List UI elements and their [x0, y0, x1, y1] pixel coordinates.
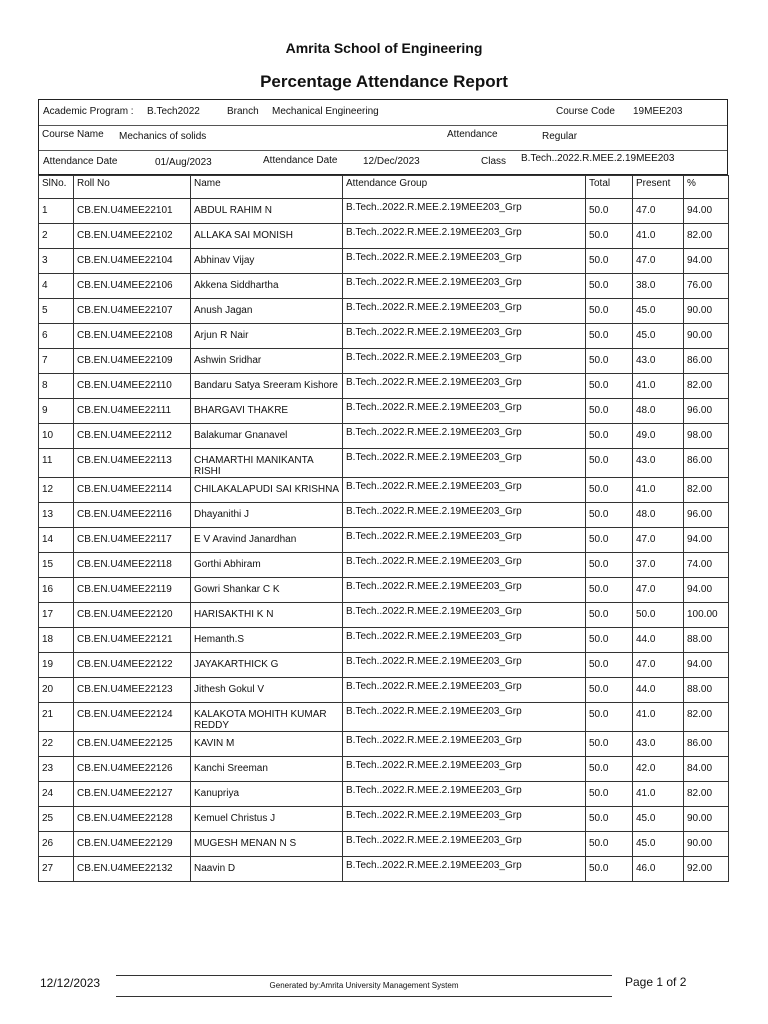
cell-name: Balakumar Gnanavel	[191, 424, 343, 449]
cell-present: 47.0	[633, 249, 684, 274]
cell-attendance-group: B.Tech..2022.R.MEE.2.19MEE203_Grp	[343, 628, 586, 653]
cell-present: 44.0	[633, 678, 684, 703]
class-label: Class	[481, 156, 507, 167]
cell-roll-no: CB.EN.U4MEE22127	[74, 782, 191, 807]
cell-roll-no: CB.EN.U4MEE22128	[74, 807, 191, 832]
cell-slno: 16	[39, 578, 74, 603]
cell-present: 41.0	[633, 224, 684, 249]
cell-present: 45.0	[633, 832, 684, 857]
col-percent: %	[684, 176, 729, 199]
cell-percent: 88.00	[684, 678, 729, 703]
cell-attendance-group: B.Tech..2022.R.MEE.2.19MEE203_Grp	[343, 424, 586, 449]
cell-slno: 1	[39, 199, 74, 224]
cell-slno: 11	[39, 449, 74, 478]
table-row	[39, 628, 729, 653]
cell-total: 50.0	[586, 782, 633, 807]
cell-total: 50.0	[586, 553, 633, 578]
cell-attendance-group: B.Tech..2022.R.MEE.2.19MEE203_Grp	[343, 732, 586, 757]
school-name: Amrita School of Engineering	[285, 40, 483, 56]
cell-percent: 94.00	[684, 578, 729, 603]
table-row	[39, 857, 729, 882]
course-info-box	[38, 99, 728, 175]
to-date-value: 12/Dec/2023	[363, 156, 420, 167]
cell-present: 49.0	[633, 424, 684, 449]
cell-present: 37.0	[633, 553, 684, 578]
cell-attendance-group: B.Tech..2022.R.MEE.2.19MEE203_Grp	[343, 528, 586, 553]
cell-percent: 90.00	[684, 832, 729, 857]
cell-present: 45.0	[633, 807, 684, 832]
table-row	[39, 374, 729, 399]
table-row	[39, 832, 729, 857]
cell-slno: 18	[39, 628, 74, 653]
from-date-value: 01/Aug/2023	[155, 157, 212, 168]
cell-attendance-group: B.Tech..2022.R.MEE.2.19MEE203_Grp	[343, 349, 586, 374]
attendance-table	[38, 175, 729, 882]
cell-name: Naavin D	[191, 857, 343, 882]
cell-percent: 92.00	[684, 857, 729, 882]
cell-slno: 14	[39, 528, 74, 553]
table-row	[39, 678, 729, 703]
cell-name: JAYAKARTHICK G	[191, 653, 343, 678]
cell-total: 50.0	[586, 732, 633, 757]
footer-generated-by: Generated by:Amrita University Management System	[269, 981, 459, 990]
cell-slno: 20	[39, 678, 74, 703]
cell-slno: 9	[39, 399, 74, 424]
cell-percent: 98.00	[684, 424, 729, 449]
cell-name: CHAMARTHI MANIKANTA RISHI	[191, 449, 343, 478]
course-name-value: Mechanics of solids	[119, 131, 207, 142]
cell-slno: 13	[39, 503, 74, 528]
col-total: Total	[586, 176, 633, 199]
cell-present: 48.0	[633, 503, 684, 528]
cell-attendance-group: B.Tech..2022.R.MEE.2.19MEE203_Grp	[343, 832, 586, 857]
cell-total: 50.0	[586, 857, 633, 882]
cell-total: 50.0	[586, 249, 633, 274]
cell-slno: 21	[39, 703, 74, 732]
cell-attendance-group: B.Tech..2022.R.MEE.2.19MEE203_Grp	[343, 503, 586, 528]
col-present: Present	[633, 176, 684, 199]
table-row	[39, 199, 729, 224]
cell-roll-no: CB.EN.U4MEE22132	[74, 857, 191, 882]
cell-total: 50.0	[586, 628, 633, 653]
cell-attendance-group: B.Tech..2022.R.MEE.2.19MEE203_Grp	[343, 374, 586, 399]
cell-roll-no: CB.EN.U4MEE22107	[74, 299, 191, 324]
table-row	[39, 653, 729, 678]
cell-slno: 6	[39, 324, 74, 349]
cell-present: 41.0	[633, 374, 684, 399]
cell-percent: 96.00	[684, 399, 729, 424]
cell-roll-no: CB.EN.U4MEE22102	[74, 224, 191, 249]
col-name: Name	[191, 176, 343, 199]
cell-attendance-group: B.Tech..2022.R.MEE.2.19MEE203_Grp	[343, 678, 586, 703]
cell-percent: 82.00	[684, 374, 729, 399]
cell-present: 47.0	[633, 653, 684, 678]
table-row	[39, 249, 729, 274]
cell-attendance-group: B.Tech..2022.R.MEE.2.19MEE203_Grp	[343, 553, 586, 578]
cell-percent: 100.00	[684, 603, 729, 628]
cell-slno: 8	[39, 374, 74, 399]
info-row-program	[39, 100, 727, 126]
cell-name: CHILAKALAPUDI SAI KRISHNA	[191, 478, 343, 503]
cell-present: 46.0	[633, 857, 684, 882]
footer-page-number: Page 1 of 2	[625, 975, 687, 989]
table-row	[39, 553, 729, 578]
cell-name: Ashwin Sridhar	[191, 349, 343, 374]
cell-percent: 90.00	[684, 324, 729, 349]
table-row	[39, 349, 729, 374]
table-row	[39, 449, 729, 478]
cell-attendance-group: B.Tech..2022.R.MEE.2.19MEE203_Grp	[343, 807, 586, 832]
cell-total: 50.0	[586, 703, 633, 732]
cell-total: 50.0	[586, 424, 633, 449]
cell-total: 50.0	[586, 199, 633, 224]
cell-percent: 94.00	[684, 653, 729, 678]
cell-attendance-group: B.Tech..2022.R.MEE.2.19MEE203_Grp	[343, 578, 586, 603]
cell-total: 50.0	[586, 399, 633, 424]
cell-total: 50.0	[586, 528, 633, 553]
col-roll-no: Roll No	[74, 176, 191, 199]
cell-total: 50.0	[586, 224, 633, 249]
cell-roll-no: CB.EN.U4MEE22118	[74, 553, 191, 578]
cell-name: ALLAKA SAI MONISH	[191, 224, 343, 249]
table-row	[39, 224, 729, 249]
cell-percent: 94.00	[684, 528, 729, 553]
table-row	[39, 324, 729, 349]
cell-roll-no: CB.EN.U4MEE22114	[74, 478, 191, 503]
cell-present: 41.0	[633, 703, 684, 732]
cell-total: 50.0	[586, 503, 633, 528]
table-row	[39, 732, 729, 757]
cell-percent: 94.00	[684, 249, 729, 274]
cell-percent: 96.00	[684, 503, 729, 528]
cell-percent: 88.00	[684, 628, 729, 653]
cell-slno: 22	[39, 732, 74, 757]
footer-divider	[116, 975, 612, 976]
branch-label: Branch	[227, 106, 259, 117]
cell-percent: 82.00	[684, 478, 729, 503]
program-label: Academic Program :	[43, 106, 134, 117]
cell-name: Abhinav Vijay	[191, 249, 343, 274]
cell-total: 50.0	[586, 449, 633, 478]
cell-total: 50.0	[586, 374, 633, 399]
cell-roll-no: CB.EN.U4MEE22101	[74, 199, 191, 224]
cell-present: 42.0	[633, 757, 684, 782]
cell-percent: 86.00	[684, 732, 729, 757]
cell-percent: 90.00	[684, 299, 729, 324]
cell-roll-no: CB.EN.U4MEE22125	[74, 732, 191, 757]
cell-name: Akkena Siddhartha	[191, 274, 343, 299]
cell-name: KAVIN M	[191, 732, 343, 757]
cell-present: 43.0	[633, 449, 684, 478]
cell-attendance-group: B.Tech..2022.R.MEE.2.19MEE203_Grp	[343, 782, 586, 807]
table-row	[39, 703, 729, 732]
cell-total: 50.0	[586, 807, 633, 832]
table-row	[39, 603, 729, 628]
table-row	[39, 503, 729, 528]
cell-percent: 82.00	[684, 782, 729, 807]
cell-attendance-group: B.Tech..2022.R.MEE.2.19MEE203_Grp	[343, 603, 586, 628]
cell-slno: 23	[39, 757, 74, 782]
cell-name: Gowri Shankar C K	[191, 578, 343, 603]
course-name-label: Course Name	[42, 129, 104, 140]
cell-roll-no: CB.EN.U4MEE22113	[74, 449, 191, 478]
cell-percent: 94.00	[684, 199, 729, 224]
table-row	[39, 528, 729, 553]
cell-slno: 3	[39, 249, 74, 274]
cell-slno: 7	[39, 349, 74, 374]
cell-roll-no: CB.EN.U4MEE22121	[74, 628, 191, 653]
cell-slno: 12	[39, 478, 74, 503]
cell-roll-no: CB.EN.U4MEE22124	[74, 703, 191, 732]
attendance-type-value: Regular	[542, 131, 578, 142]
course-code-value: 19MEE203	[633, 106, 683, 117]
table-row	[39, 424, 729, 449]
cell-attendance-group: B.Tech..2022.R.MEE.2.19MEE203_Grp	[343, 224, 586, 249]
cell-percent: 76.00	[684, 274, 729, 299]
cell-slno: 27	[39, 857, 74, 882]
cell-attendance-group: B.Tech..2022.R.MEE.2.19MEE203_Grp	[343, 653, 586, 678]
from-date-label: Attendance Date	[43, 156, 118, 167]
cell-name: Kanupriya	[191, 782, 343, 807]
cell-name: Hemanth.S	[191, 628, 343, 653]
cell-roll-no: CB.EN.U4MEE22122	[74, 653, 191, 678]
cell-name: Kemuel Christus J	[191, 807, 343, 832]
cell-present: 43.0	[633, 349, 684, 374]
cell-name: MUGESH MENAN N S	[191, 832, 343, 857]
cell-total: 50.0	[586, 324, 633, 349]
cell-roll-no: CB.EN.U4MEE22109	[74, 349, 191, 374]
cell-slno: 15	[39, 553, 74, 578]
footer-divider-bottom	[116, 996, 612, 997]
cell-percent: 82.00	[684, 224, 729, 249]
cell-total: 50.0	[586, 578, 633, 603]
cell-percent: 86.00	[684, 349, 729, 374]
course-code-label: Course Code	[556, 106, 615, 117]
cell-present: 44.0	[633, 628, 684, 653]
info-row-dates	[39, 150, 727, 175]
cell-roll-no: CB.EN.U4MEE22111	[74, 399, 191, 424]
cell-percent: 84.00	[684, 757, 729, 782]
table-row	[39, 399, 729, 424]
cell-present: 38.0	[633, 274, 684, 299]
cell-present: 41.0	[633, 478, 684, 503]
cell-percent: 90.00	[684, 807, 729, 832]
cell-slno: 2	[39, 224, 74, 249]
branch-value: Mechanical Engineering	[272, 106, 379, 117]
cell-present: 47.0	[633, 199, 684, 224]
cell-attendance-group: B.Tech..2022.R.MEE.2.19MEE203_Grp	[343, 703, 586, 732]
cell-attendance-group: B.Tech..2022.R.MEE.2.19MEE203_Grp	[343, 299, 586, 324]
cell-attendance-group: B.Tech..2022.R.MEE.2.19MEE203_Grp	[343, 249, 586, 274]
cell-present: 43.0	[633, 732, 684, 757]
cell-roll-no: CB.EN.U4MEE22106	[74, 274, 191, 299]
cell-total: 50.0	[586, 603, 633, 628]
cell-present: 45.0	[633, 324, 684, 349]
cell-name: Anush Jagan	[191, 299, 343, 324]
cell-present: 50.0	[633, 603, 684, 628]
cell-slno: 19	[39, 653, 74, 678]
cell-total: 50.0	[586, 349, 633, 374]
cell-attendance-group: B.Tech..2022.R.MEE.2.19MEE203_Grp	[343, 757, 586, 782]
class-value: B.Tech..2022.R.MEE.2.19MEE203	[521, 153, 675, 164]
cell-total: 50.0	[586, 678, 633, 703]
attendance-type-label: Attendance	[447, 129, 498, 140]
cell-name: Kanchi Sreeman	[191, 757, 343, 782]
cell-present: 45.0	[633, 299, 684, 324]
cell-total: 50.0	[586, 299, 633, 324]
cell-slno: 17	[39, 603, 74, 628]
cell-attendance-group: B.Tech..2022.R.MEE.2.19MEE203_Grp	[343, 857, 586, 882]
cell-roll-no: CB.EN.U4MEE22110	[74, 374, 191, 399]
cell-percent: 82.00	[684, 703, 729, 732]
cell-slno: 25	[39, 807, 74, 832]
to-date-label: Attendance Date	[263, 155, 338, 166]
cell-percent: 86.00	[684, 449, 729, 478]
cell-total: 50.0	[586, 274, 633, 299]
cell-name: E V Aravind Janardhan	[191, 528, 343, 553]
table-row	[39, 578, 729, 603]
cell-attendance-group: B.Tech..2022.R.MEE.2.19MEE203_Grp	[343, 449, 586, 478]
table-header	[39, 176, 729, 199]
table-row	[39, 757, 729, 782]
cell-attendance-group: B.Tech..2022.R.MEE.2.19MEE203_Grp	[343, 324, 586, 349]
cell-roll-no: CB.EN.U4MEE22129	[74, 832, 191, 857]
table-row	[39, 299, 729, 324]
cell-slno: 10	[39, 424, 74, 449]
cell-roll-no: CB.EN.U4MEE22116	[74, 503, 191, 528]
cell-slno: 5	[39, 299, 74, 324]
col-attendance-group: Attendance Group	[343, 176, 586, 199]
cell-slno: 24	[39, 782, 74, 807]
info-row-course	[39, 125, 727, 151]
table-row	[39, 274, 729, 299]
cell-total: 50.0	[586, 757, 633, 782]
table-row	[39, 478, 729, 503]
cell-roll-no: CB.EN.U4MEE22119	[74, 578, 191, 603]
table-row	[39, 782, 729, 807]
cell-present: 48.0	[633, 399, 684, 424]
cell-name: Arjun R Nair	[191, 324, 343, 349]
cell-attendance-group: B.Tech..2022.R.MEE.2.19MEE203_Grp	[343, 478, 586, 503]
cell-roll-no: CB.EN.U4MEE22108	[74, 324, 191, 349]
cell-percent: 74.00	[684, 553, 729, 578]
cell-name: HARISAKTHI K N	[191, 603, 343, 628]
cell-total: 50.0	[586, 478, 633, 503]
cell-name: Dhayanithi J	[191, 503, 343, 528]
table-row	[39, 807, 729, 832]
cell-present: 47.0	[633, 528, 684, 553]
cell-name: KALAKOTA MOHITH KUMAR REDDY	[191, 703, 343, 732]
cell-roll-no: CB.EN.U4MEE22120	[74, 603, 191, 628]
cell-total: 50.0	[586, 832, 633, 857]
col-slno: SlNo.	[39, 176, 74, 199]
footer-date: 12/12/2023	[40, 976, 101, 990]
cell-roll-no: CB.EN.U4MEE22123	[74, 678, 191, 703]
cell-attendance-group: B.Tech..2022.R.MEE.2.19MEE203_Grp	[343, 274, 586, 299]
cell-present: 47.0	[633, 578, 684, 603]
report-title: Percentage Attendance Report	[260, 72, 508, 91]
cell-attendance-group: B.Tech..2022.R.MEE.2.19MEE203_Grp	[343, 199, 586, 224]
cell-attendance-group: B.Tech..2022.R.MEE.2.19MEE203_Grp	[343, 399, 586, 424]
cell-name: Jithesh Gokul V	[191, 678, 343, 703]
cell-roll-no: CB.EN.U4MEE22126	[74, 757, 191, 782]
cell-name: BHARGAVI THAKRE	[191, 399, 343, 424]
cell-roll-no: CB.EN.U4MEE22117	[74, 528, 191, 553]
cell-total: 50.0	[586, 653, 633, 678]
cell-name: Bandaru Satya Sreeram Kishore	[191, 374, 343, 399]
cell-name: Gorthi Abhiram	[191, 553, 343, 578]
program-value: B.Tech2022	[147, 106, 200, 117]
cell-slno: 26	[39, 832, 74, 857]
cell-slno: 4	[39, 274, 74, 299]
cell-name: ABDUL RAHIM N	[191, 199, 343, 224]
cell-roll-no: CB.EN.U4MEE22104	[74, 249, 191, 274]
cell-present: 41.0	[633, 782, 684, 807]
cell-roll-no: CB.EN.U4MEE22112	[74, 424, 191, 449]
